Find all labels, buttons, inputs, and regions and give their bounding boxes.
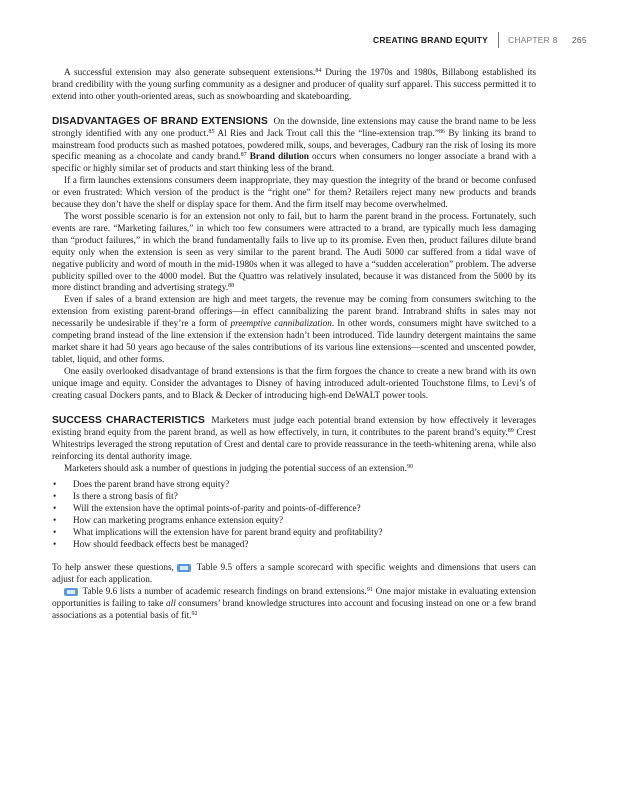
emphasis-term: preemptive cannibalization: [230, 319, 332, 330]
list-item: • How should feedback effects best be managed?: [52, 540, 536, 552]
web-link-icon[interactable]: [64, 588, 78, 596]
key-term: Brand dilution: [246, 152, 309, 163]
endnote-ref: 85: [208, 128, 215, 135]
intro-paragraph: A successful extension may also generate subsequent extensions.$^{84}$ During the 1970s and 1980s, Billabong established its brand credibility with the young surfing community as a designer and producer of quality surf apparel. This success permitted it to extend into other youth-oriented areas, such as snowboarding and skateboarding.: [52, 68, 536, 102]
disadvantages-heading: DISADVANTAGES OF BRAND EXTENSIONS: [52, 115, 268, 127]
endnote-ref: 84: [315, 68, 322, 74]
header-divider: [498, 32, 499, 48]
disadvantages-paragraph-5: One easily overlooked disadvantage of brand extensions is that the firm forgoes the chance to create a new brand with its own unique image and equity. Consider the advantages to Disney of having introduced adult-oriented Touchstone films, to Levi’s of creating casual Dockers pants, and to Black & Decker of introducing high-end DeWALT power tools.: [52, 366, 536, 401]
disadvantages-paragraph-2: If a firm launches extensions consumers deem inappropriate, they may question the integrity of the brand or become confused or even frustrated: Which version of the product is the “right one” for them? Retailers reject many new products and brands because they don’t have the shelf or display space for them. And the firm itself may become overwhelmed.: [52, 176, 536, 211]
disadvantages-paragraph-1: DISADVANTAGES OF BRAND EXTENSIONS On the downside, line extensions may cause the brand name to be less strongly identified with any one product.$^{85}$ Al Ries and Jack Trout call this the “line-extension trap.”$^{86}$ By linking its brand to mainstream food products such as mashed potatoes, powdered milk, soups, and beverages, Cadbury ran the risk of losing its more specific meaning as a chocolate and candy brand.$^{87}$ Brand dilution occurs when consumers no longer associate a brand with a specific or highly similar set of products and start thinking less of the brand.: [52, 115, 537, 175]
list-item: • How can marketing programs enhance extension equity?: [52, 516, 536, 528]
success-paragraph-2: Marketers should ask a number of questions in judging the potential success of an extension.$^{90}$: [64, 464, 413, 475]
chapter-title: CREATING BRAND EQUITY: [372, 35, 488, 45]
endnote-ref: 88: [228, 283, 235, 290]
chapter-label: CHAPTER 8: [508, 35, 558, 45]
endnote-ref: 91: [366, 587, 373, 594]
list-item: • What implications will the extension have for parent brand equity and profitability?: [52, 528, 536, 540]
endnote-ref: 86: [438, 128, 445, 135]
disadvantages-paragraph-3: The worst possible scenario is for an extension not only to fail, but to harm the parent brand in the process. Fortunately, such events are rare. “Marketing failures,” in which too few consumers were attracted to a brand, are typically much less damaging than “product failures,” in which the brand fundamentally fails to live up to its promise. Even then, product failures dilute brand equity only when the extension is seen as very similar to the parent brand. The Audi 5000 car suffered from a tidal wave of negative publicity and word of mouth in the mid-1980s when it was alleged to have a “sudden acceleration” problem. The adverse publicity spilled over to the 4000 model. But the Quattro was relatively insulated, because it was distanced from the 5000 by its more distinct branding and advertising strategy.$^{88}$: [52, 211, 536, 294]
list-item: • Is there a strong basis of fit?: [52, 492, 536, 504]
success-paragraph-1: SUCCESS CHARACTERISTICS Marketers must judge each potential brand extension by how effectively it leverages existing brand equity from the parent brand, as well as how effectively, in turn, it contributes to the parent brand’s equity.$^{89}$ Crest Whitestrips leveraged the strong reputation of Crest and dental care to provide reassurance in the teeth-whitening arena, while also reinforcing its dental authority image.: [52, 415, 536, 463]
list-item: • Will the extension have the optimal points-of-parity and points-of-difference?: [52, 504, 536, 516]
question-list: [52, 480, 536, 551]
page-body: [52, 68, 536, 623]
endnote-ref: 92: [191, 611, 198, 618]
page-number: 265: [572, 35, 587, 45]
endnote-ref: 87: [240, 152, 247, 159]
running-header: [0, 34, 623, 48]
disadvantages-paragraph-4: Even if sales of a brand extension are high and meet targets, the revenue may be coming from consumers switching to the extension from existing parent-brand offerings—in effect cannibalizing the parent brand. Intrabrand shifts in sales may not necessarily be undesirable if they’re a form of preemptive cannibalization. In other words, consumers might have switched to a competing brand instead of the line extension if the extension hadn’t been introduced. Tide laundry detergent maintains the same market share it had 50 years ago because of the sales contributions of its various line extensions—scented and unscented powder, tablet, liquid, and other forms.: [52, 295, 536, 365]
web-link-icon[interactable]: [177, 564, 191, 572]
success-paragraph-3: To help answer these questions, Table 9.5 offers a sample scorecard with specific weights and dimensions that users can adjust for each application.: [52, 563, 536, 586]
endnote-ref: 89: [507, 428, 514, 435]
endnote-ref: 90: [406, 464, 413, 471]
success-paragraph-4: Table 9.6 lists a number of academic research findings on brand extensions.$^{91}$ One major mistake in evaluating extension opportunities is failing to take all consumers’ brand knowledge structures into account and focusing instead on one or a few brand associations as a potential basis of fit.$^{92}$: [52, 587, 536, 622]
success-heading: SUCCESS CHARACTERISTICS: [52, 415, 205, 427]
emphasis-term: all: [166, 599, 176, 610]
list-item: • Does the parent brand have strong equity?: [52, 480, 536, 492]
